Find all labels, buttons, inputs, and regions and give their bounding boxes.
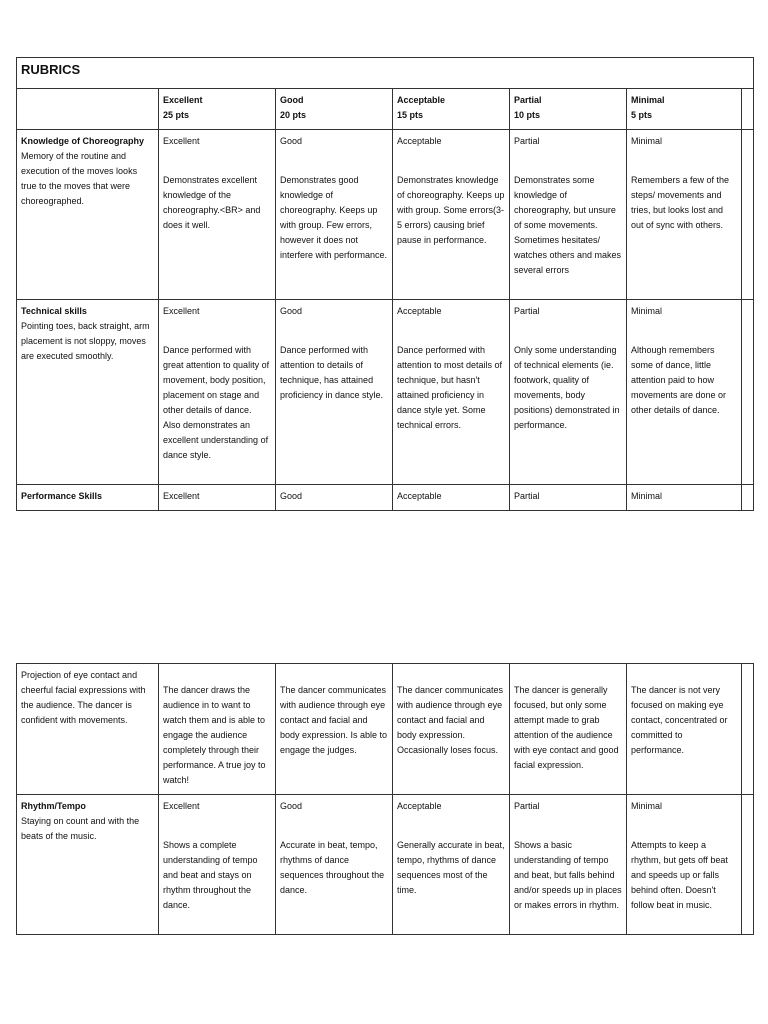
cell-level: Good	[280, 801, 303, 811]
title-row	[17, 58, 754, 89]
cell-description: Demonstrates excellent knowledge of the choreography.<BR> and does it well.	[163, 175, 261, 230]
rubric-table-page-1	[16, 57, 754, 511]
rubric-cell-acceptable	[393, 664, 510, 795]
criterion-cell	[17, 795, 159, 935]
header-pts: 20 pts	[280, 110, 307, 120]
criterion-cell	[17, 664, 159, 795]
cell-level: Acceptable	[397, 801, 442, 811]
criterion-name: Performance Skills	[21, 491, 103, 501]
cell-level: Minimal	[631, 801, 663, 811]
empty-cell	[742, 300, 754, 485]
cell-description: The dancer is generally focused, but only some attempt made to grab attention of the audience with eye contact and good facial expression.	[514, 685, 619, 770]
cell-description: Dance performed with great attention to quality of movement, body position, placement on stage and other details of dance. Also demonstrates an excellent understanding of dance style.	[163, 345, 270, 460]
rubric-cell-partial	[510, 795, 627, 935]
header-level: Excellent	[163, 95, 203, 105]
rubric-cell-partial	[510, 485, 627, 511]
rubric-row-performance-continued	[17, 664, 754, 795]
cell-level: Good	[280, 136, 303, 146]
cell-description: Although remembers some of dance, little attention paid to how movements are done or other details of dance.	[631, 345, 727, 415]
cell-level: Minimal	[631, 306, 663, 316]
criterion-cell	[17, 300, 159, 485]
header-blank-cell	[17, 89, 159, 130]
header-level: Good	[280, 95, 304, 105]
header-minimal	[627, 89, 742, 130]
cell-description: Remembers a few of the steps/ movements and tries, but looks lost and out of sync with others.	[631, 175, 730, 230]
rubric-cell-partial	[510, 664, 627, 795]
rubric-row-performance	[17, 485, 754, 511]
cell-description: Attempts to keep a rhythm, but gets off beat and speeds up or falls behind often. Doesn't follow beat in music.	[631, 840, 728, 910]
cell-description: Accurate in beat, tempo, rhythms of dance sequences throughout the dance.	[280, 840, 385, 895]
rubric-cell-acceptable	[393, 300, 510, 485]
criterion-name: Rhythm/Tempo	[21, 801, 86, 811]
rubric-cell-excellent	[159, 130, 276, 300]
rubric-cell-minimal	[627, 300, 742, 485]
cell-level: Excellent	[163, 136, 200, 146]
rubric-row-rhythm	[17, 795, 754, 935]
rubric-cell-minimal	[627, 664, 742, 795]
cell-description: Generally accurate in beat, tempo, rhythms of dance sequences most of the time.	[397, 840, 505, 895]
cell-description: Demonstrates some knowledge of choreography, but unsure of some movements. Sometimes hesitates/ watches others and makes several errors	[514, 175, 622, 275]
criterion-cell	[17, 130, 159, 300]
criterion-cell	[17, 485, 159, 511]
header-level: Partial	[514, 95, 542, 105]
header-pts: 15 pts	[397, 110, 424, 120]
cell-description: Dance performed with attention to details of technique, has attained proficiency in dance style.	[280, 345, 384, 400]
header-row	[17, 89, 754, 130]
rubric-cell-good	[276, 795, 393, 935]
cell-description: Demonstrates good knowledge of choreography. Keeps up with group. Few errors, however it does not interfere with performance.	[280, 175, 388, 260]
header-pts: 10 pts	[514, 110, 541, 120]
criterion-name: Knowledge of Choreography	[21, 136, 145, 146]
rubric-cell-minimal	[627, 130, 742, 300]
cell-level: Acceptable	[397, 306, 442, 316]
empty-cell	[742, 485, 754, 511]
cell-level: Good	[280, 306, 303, 316]
cell-level: Partial	[514, 136, 540, 146]
header-good	[276, 89, 393, 130]
cell-level: Excellent	[163, 491, 200, 501]
header-acceptable	[393, 89, 510, 130]
header-level: Minimal	[631, 95, 665, 105]
cell-level: Minimal	[631, 136, 663, 146]
criterion-name: Technical skills	[21, 306, 87, 316]
rubric-title: RUBRICS	[17, 58, 754, 89]
rubric-cell-excellent	[159, 795, 276, 935]
rubric-cell-good	[276, 485, 393, 511]
criterion-description: Staying on count and with the beats of the music.	[21, 816, 140, 841]
rubric-cell-acceptable	[393, 795, 510, 935]
rubric-row-technical	[17, 300, 754, 485]
header-partial	[510, 89, 627, 130]
rubric-cell-excellent	[159, 300, 276, 485]
rubric-cell-partial	[510, 130, 627, 300]
header-pts: 25 pts	[163, 110, 190, 120]
cell-level: Partial	[514, 801, 540, 811]
cell-level: Partial	[514, 306, 540, 316]
header-pts: 5 pts	[631, 110, 653, 120]
cell-level: Partial	[514, 491, 540, 501]
cell-level: Good	[280, 491, 303, 501]
criterion-description: Pointing toes, back straight, arm placement is not sloppy, moves are executed smoothly.	[21, 321, 150, 361]
cell-description: The dancer communicates with audience through eye contact and facial and body expression. Is able to engage the judges.	[280, 685, 388, 755]
cell-level: Acceptable	[397, 136, 442, 146]
cell-description: Dance performed with attention to most details of technique, but hasn't attained proficiency in dance style yet. Some technical errors.	[397, 345, 503, 430]
cell-description: Demonstrates knowledge of choreography. Keeps up with group. Some errors(3-5 errors) causing brief pause in performance.	[397, 175, 505, 245]
rubric-cell-good	[276, 664, 393, 795]
rubric-cell-minimal	[627, 795, 742, 935]
cell-description: The dancer is not very focused on making eye contact, concentrated or committed to performance.	[631, 685, 728, 755]
empty-cell	[742, 664, 754, 795]
rubric-cell-acceptable	[393, 485, 510, 511]
rubric-cell-partial	[510, 300, 627, 485]
cell-description: Shows a complete understanding of tempo and beat and stays on rhythm throughout the dance.	[163, 840, 258, 910]
rubric-cell-excellent	[159, 485, 276, 511]
rubric-cell-minimal	[627, 485, 742, 511]
rubric-cell-acceptable	[393, 130, 510, 300]
cell-description: Only some understanding of technical elements (ie. footwork, quality of movements, body positions) demonstrated in performance.	[514, 345, 620, 430]
rubric-row-knowledge	[17, 130, 754, 300]
empty-cell	[742, 795, 754, 935]
rubric-table-page-2	[16, 663, 754, 935]
cell-level: Minimal	[631, 491, 663, 501]
cell-level: Acceptable	[397, 491, 442, 501]
cell-level: Excellent	[163, 306, 200, 316]
rubric-cell-good	[276, 130, 393, 300]
header-level: Acceptable	[397, 95, 446, 105]
cell-description: Shows a basic understanding of tempo and beat, but falls behind and/or speeds up in places or makes errors in rhythm.	[514, 840, 622, 910]
criterion-description: Projection of eye contact and cheerful facial expressions with the audience. The dancer is confident with movements.	[21, 670, 146, 725]
cell-level: Excellent	[163, 801, 200, 811]
rubric-cell-good	[276, 300, 393, 485]
criterion-description: Memory of the routine and execution of the moves looks true to the moves that were choreographed.	[21, 151, 138, 206]
header-excellent	[159, 89, 276, 130]
empty-cell	[742, 130, 754, 300]
empty-cell	[742, 89, 754, 130]
rubric-cell-excellent	[159, 664, 276, 795]
cell-description: The dancer communicates with audience through eye contact and facial and body expression. Occasionally loses focus.	[397, 685, 504, 755]
cell-description: The dancer draws the audience in to want to watch them and is able to engage the audience completely through their performance. A true joy to watch!	[163, 685, 266, 785]
